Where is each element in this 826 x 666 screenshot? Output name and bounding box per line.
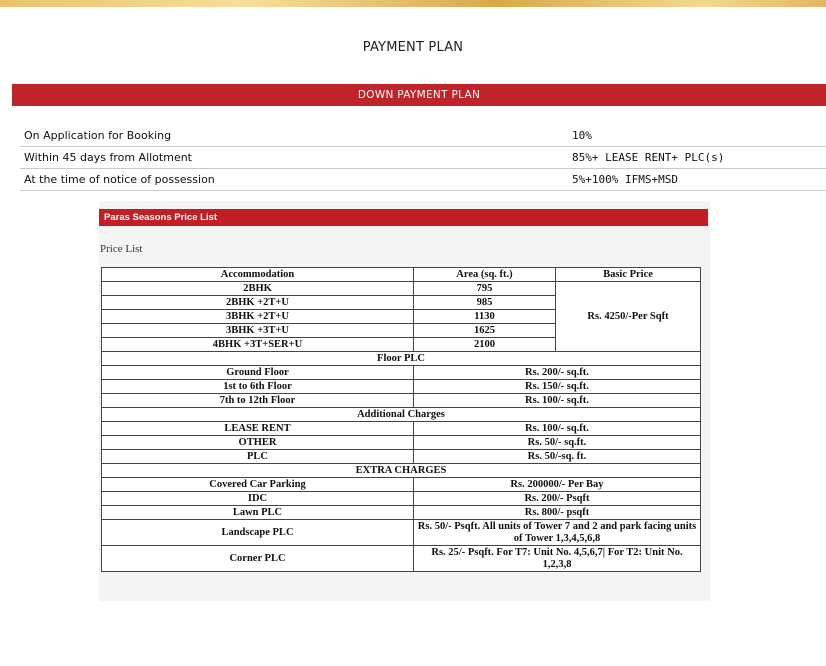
floor-plc-label: Ground Floor: [102, 366, 414, 380]
table-row: [102, 422, 701, 436]
table-row: [102, 506, 701, 520]
column-header: Accommodation: [102, 268, 414, 282]
extra-charge-value: Rs. 200000/- Per Bay: [414, 478, 701, 492]
page-title: PAYMENT PLAN: [362, 40, 464, 55]
table-header-row: [102, 268, 701, 282]
additional-charge-label: LEASE RENT: [102, 422, 414, 436]
payment-stage-label: Within 45 days from Allotment: [20, 147, 566, 169]
table-row: [102, 478, 701, 492]
extra-charge-value: Rs. 800/- psqft: [414, 506, 701, 520]
additional-charge-label: PLC: [102, 450, 414, 464]
column-header: Area (sq. ft.): [414, 268, 556, 282]
unit-area: 795: [414, 282, 556, 296]
table-row: [102, 380, 701, 394]
extra-charge-label: Corner PLC: [102, 546, 414, 572]
payment-stage-label: On Application for Booking: [20, 125, 566, 147]
top-decorative-bar: [0, 0, 826, 7]
floor-plc-label: 7th to 12th Floor: [102, 394, 414, 408]
floor-plc-value: Rs. 150/- sq.ft.: [414, 380, 701, 394]
floor-plc-label: 1st to 6th Floor: [102, 380, 414, 394]
table-row: [20, 125, 826, 147]
unit-area: 2100: [414, 338, 556, 352]
payment-stage-label: At the time of notice of possession: [20, 169, 566, 191]
floor-plc-value: Rs. 200/- sq.ft.: [414, 366, 701, 380]
additional-charge-label: OTHER: [102, 436, 414, 450]
floor-plc-value: Rs. 100/- sq.ft.: [414, 394, 701, 408]
payment-stage-value: 10%: [566, 125, 826, 147]
section-title-row: [102, 464, 701, 478]
unit-area: 1625: [414, 324, 556, 338]
basic-price: Rs. 4250/-Per Sqft: [556, 282, 701, 352]
extra-charge-label: Covered Car Parking: [102, 478, 414, 492]
price-list-label: Price List: [100, 243, 143, 255]
section-title-row: [102, 352, 701, 366]
additional-charge-value: Rs. 50/-sq. ft.: [414, 450, 701, 464]
down-payment-plan-bar: DOWN PAYMENT PLAN: [12, 84, 826, 106]
table-row: [102, 366, 701, 380]
floor-plc-title: Floor PLC: [102, 352, 701, 366]
extra-charge-label: Lawn PLC: [102, 506, 414, 520]
column-header: Basic Price: [556, 268, 701, 282]
table-row: [20, 169, 826, 191]
down-payment-table: [20, 125, 826, 191]
table-row: [102, 394, 701, 408]
price-list-header: Paras Seasons Price List: [99, 209, 708, 226]
table-row: [20, 147, 826, 169]
section-title-row: [102, 408, 701, 422]
extra-charge-value: Rs. 50/- Psqft. All units of Tower 7 and 2 and park facing units of Tower 1,3,4,5,6,8: [414, 520, 701, 546]
unit-area: 1130: [414, 310, 556, 324]
unit-type: 4BHK +3T+SER+U: [102, 338, 414, 352]
extra-charge-label: IDC: [102, 492, 414, 506]
table-row: [102, 282, 701, 296]
extra-charge-value: Rs. 200/- Psqft: [414, 492, 701, 506]
table-row: [102, 520, 701, 546]
additional-charges-title: Additional Charges: [102, 408, 701, 422]
additional-charge-value: Rs. 100/- sq.ft.: [414, 422, 701, 436]
unit-type: 2BHK: [102, 282, 414, 296]
unit-type: 2BHK +2T+U: [102, 296, 414, 310]
table-row: [102, 436, 701, 450]
table-row: [102, 450, 701, 464]
extra-charges-title: EXTRA CHARGES: [102, 464, 701, 478]
table-row: [102, 492, 701, 506]
extra-charge-label: Landscape PLC: [102, 520, 414, 546]
payment-stage-value: 5%+100% IFMS+MSD: [566, 169, 826, 191]
price-list-table: [101, 267, 701, 572]
additional-charge-value: Rs. 50/- sq.ft.: [414, 436, 701, 450]
unit-area: 985: [414, 296, 556, 310]
unit-type: 3BHK +3T+U: [102, 324, 414, 338]
table-row: [102, 546, 701, 572]
payment-stage-value: 85%+ LEASE RENT+ PLC(s): [566, 147, 826, 169]
extra-charge-value: Rs. 25/- Psqft. For T7: Unit No. 4,5,6,7| For T2: Unit No. 1,2,3,8: [414, 546, 701, 572]
unit-type: 3BHK +2T+U: [102, 310, 414, 324]
